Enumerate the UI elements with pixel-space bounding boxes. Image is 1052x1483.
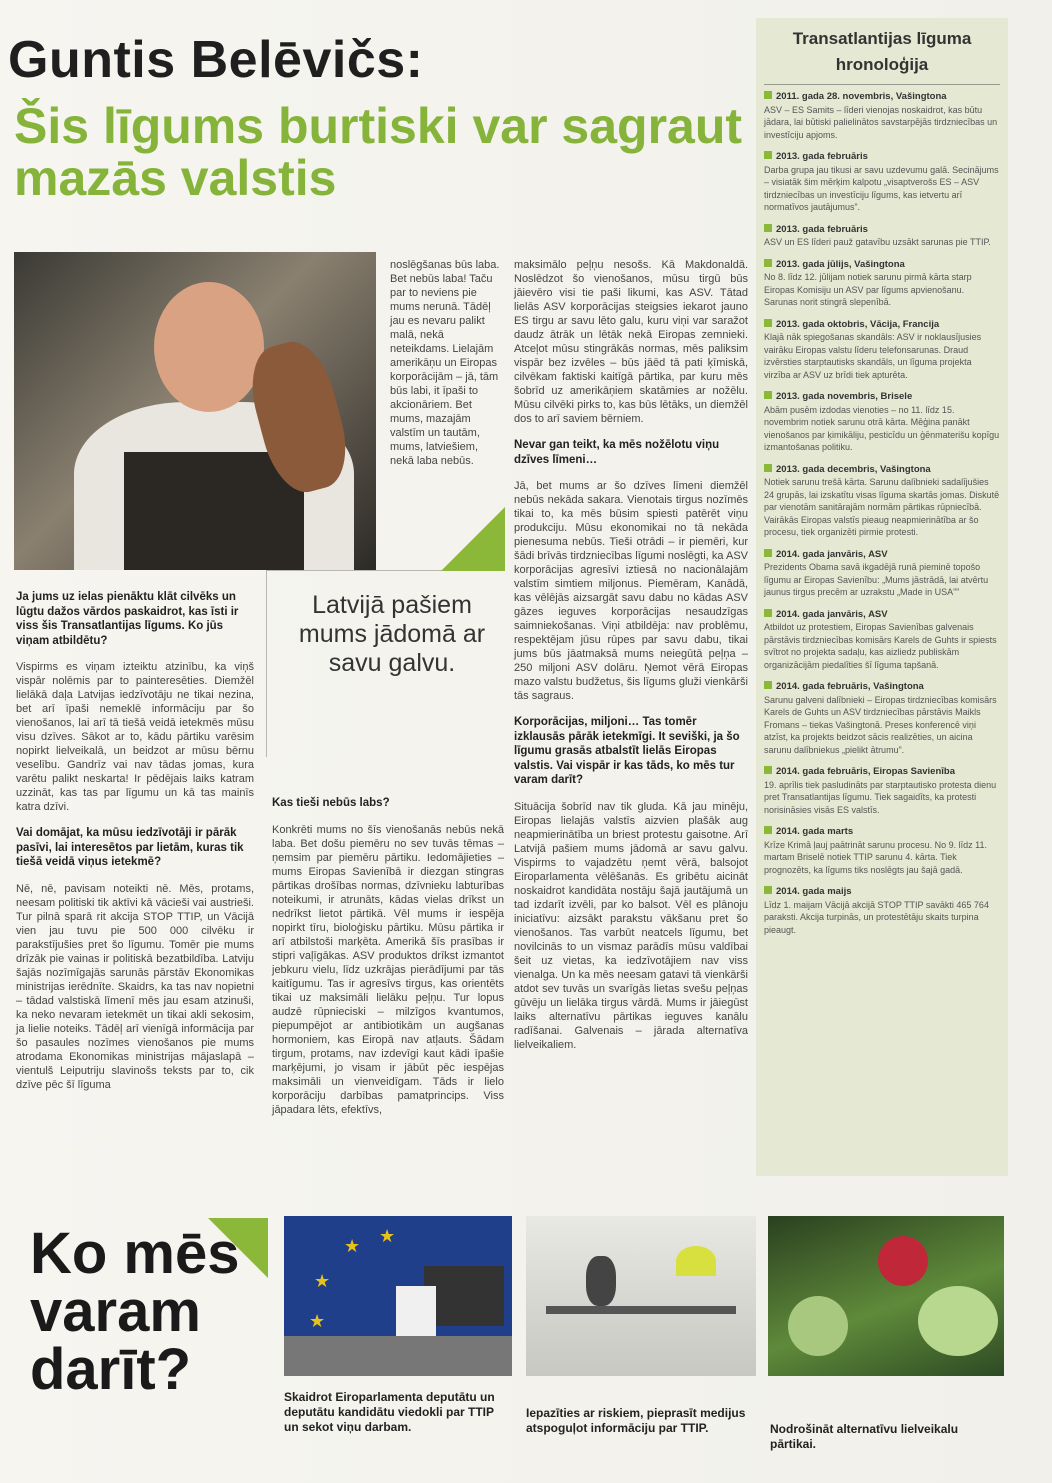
timeline-text: ASV – ES Samits – līderi vienojas noskaidrot, kas būtu jādara, lai būtiski palielinātos savstarpējās tirdzniecības un investīciju apjoms. bbox=[764, 104, 998, 140]
timeline-date bbox=[764, 609, 1000, 622]
timeline-title: Transatlantijas līguma hronoloģija bbox=[792, 29, 972, 74]
timeline-date-text: 2014. gada februāris, Eiropas Savienība bbox=[776, 766, 955, 777]
timeline-entry bbox=[756, 319, 1008, 382]
timeline-entry bbox=[756, 609, 1008, 672]
pull-quote: Latvijā pašiem mums jādomā ar savu galvu. bbox=[298, 591, 486, 677]
column-3-top-text: maksimālo peļņu nesošs. Kā Makdonaldā. Noslēdzot šo vienošanos, mūsu tirgū būs jāievēro visi tie paši likumi, kas ASV. Tātad lielās ASV korporācijas steigsies iekarot jauno ES tirgu ar savu lēto galu, kuru viņi var saražot daudz ātrāk un lētāk nekā Eiropas zemnieki. Atceļot mūsu stingrākās normas, mēs paliksim vispār bez izvēles – būs jāēd tā pati ķīmiskā, cilvēkam faktiski kaitīgā pārtika, par kuru mēs šobrīd uz amerikāņiem skatāmies ar nožēlu. Mūsu cilvēki pirks to, kas būs lētāks, un diemžēl dos to arī saviem bērniem. bbox=[514, 259, 748, 425]
timeline-entry bbox=[756, 91, 1008, 141]
timeline-entry bbox=[756, 224, 1008, 249]
question-3: Kas tieši nebūs labs? bbox=[272, 797, 390, 809]
timeline-entries bbox=[756, 91, 1008, 936]
timeline-text: ASV un ES līderi pauž gatavību uzsākt sarunas pie TTIP. bbox=[764, 237, 991, 247]
question-4: Nevar gan teikt, ka mēs nožēlotu viņu dzīves līmeni… bbox=[514, 439, 720, 466]
timeline-date-text: 2013. gada novembris, Brisele bbox=[776, 391, 913, 402]
column-2 bbox=[272, 796, 504, 1129]
timeline-entry bbox=[756, 549, 1008, 599]
green-square-icon bbox=[764, 886, 772, 894]
answer-2: Nē, nē, pavisam noteikti nē. Mēs, protams, neesam politiski tik aktīvi kā vācieši vai austrieši. Tur pilnā sparā rit akcija STOP TTIP, un Vācijā vien jau tuvu pie 500 000 cilvēku ir parakstījušies pret šo līgumu. Tomēr pie mums drīzāk pie vainas ir politiskā bezatbildība. Latviju šajās nozīmīgajās sarunās pārstāv Ekonomikas ministrijas ierēdnīte. Skaidrs, ka tas nav nopietni – tādad valstiskā līmenī mēs jau esam atzinuši, ka neko nevaram ietekmēt un tikai akli sekosim, ja lielie noteiks. Tādēļ arī vienīgā informācija par šo pasaules nozīmes vienošanos pie mums atrodama Ekonomikas ministrijas mājaslapā – vientulš Leiputriju slavinošs teksts par to, cik dzīve pēc šī līguma bbox=[16, 882, 254, 1091]
timeline-date-text: 2013. gada februāris bbox=[776, 151, 868, 162]
caption-1: Skaidrot Eiroparlamenta deputātu un deputātu kandidātu viedokli par TTIP un sekot viņu darbam. bbox=[284, 1390, 495, 1434]
timeline-date-text: 2014. gada februāris, Vašingtona bbox=[776, 681, 924, 692]
office-photo bbox=[526, 1216, 756, 1376]
suit-arm bbox=[424, 1266, 504, 1326]
lettuce bbox=[918, 1286, 998, 1356]
interviewee-name: Guntis Belēvičs: bbox=[8, 31, 424, 89]
timeline-text: Notiek sarunu trešā kārta. Sarunu dalībnieki sadalījušies 24 grupās, lai izskatītu visas līguma skartās jomas. Diskutē par vienotām sanitārajām normām pārtikas rūpniecībā. Vairākās Eiropas valstīs pieaug neapmierinātība ar šo procesu, tiek organizēti pirmie protesti. bbox=[764, 477, 1000, 537]
eu-star-icon: ★ bbox=[314, 1271, 331, 1291]
timeline-entry bbox=[756, 826, 1008, 876]
green-square-icon bbox=[764, 766, 772, 774]
timeline-date bbox=[764, 224, 1000, 237]
timeline-date bbox=[764, 681, 1000, 694]
timeline-entry bbox=[756, 766, 1008, 816]
timeline-entry bbox=[756, 681, 1008, 756]
column-2-top-text: noslēgšanas būs laba. Bet nebūs laba! Taču par to neviens pie mums nerunā. Tādēļ jau es nevaru palikt malā, nekā neteikdams. Lielajām amerikāņu un Eiropas korporācijām – jā, tām būs labi, it īpaši to akcionāriem. Bet mums, mazajām valstīm un tautām, mums, latviešiem, nekā laba nebūs. bbox=[390, 259, 500, 467]
timeline-text: No 8. līdz 12. jūlijam notiek sarunu pirmā kārta starp Eiropas Komisiju un ASV par līgums apvienošanu. Sarunas norit stingrā slepenībā. bbox=[764, 272, 972, 307]
timeline-date-text: 2014. gada janvāris, ASV bbox=[776, 608, 888, 620]
green-square-icon bbox=[764, 259, 772, 267]
timeline-text: Krīze Krimā ļauj paātrināt sarunu procesu. No 9. līdz 11. martam Briselē notiek TTIP sarunu 4. kārta. Tiek prognozēts, ka līgums tiks noslēgts jau šajā gadā. bbox=[764, 839, 987, 875]
timeline-date-text: 2014. gada janvāris, ASV bbox=[776, 548, 888, 560]
timeline-text: Abām pusēm izdodas vienoties – no 11. līdz 15. novembrim notiek sarunu otrā kārta. Mēģina panākt vienošanos par ķimikāliju, pesticīdu un ģēnmaterišu kopīgu izmantošanas politiku. bbox=[764, 404, 1000, 452]
green-square-icon bbox=[764, 681, 772, 689]
timeline-date bbox=[764, 151, 1000, 164]
bottom-title: Ko mēs varam darīt? bbox=[30, 1221, 240, 1402]
timeline-entry bbox=[756, 151, 1008, 214]
timeline-text: Līdz 1. maijam Vācijā akcijā STOP TTIP savākti 465 764 paraksti. Akcija turpinās, un protestētāju skaits turpina pieaugt. bbox=[764, 899, 989, 935]
green-square-icon bbox=[764, 91, 772, 99]
green-square-icon bbox=[764, 391, 772, 399]
green-triangle bbox=[441, 507, 505, 571]
column-2-top bbox=[390, 258, 502, 480]
person bbox=[586, 1256, 616, 1306]
timeline-date bbox=[764, 464, 1000, 477]
green-square-icon bbox=[764, 549, 772, 557]
timeline-date bbox=[764, 766, 1000, 779]
timeline-date-text: 2013. gada oktobris, Vācija, Francija bbox=[776, 318, 940, 330]
timeline-entry bbox=[756, 886, 1008, 936]
green-square-icon bbox=[764, 224, 772, 232]
timeline-text: Darba grupa jau tikusi ar savu uzdevumu galā. Secinājums – visiatāk šim mērķim kalpotu „visaptverošs ES – ASV tirdzniecības un investīciju līgums, kas ietvertu arī normatīvos jautājumus”. bbox=[764, 164, 999, 212]
vegetables-photo bbox=[768, 1216, 1004, 1376]
timeline-date bbox=[764, 886, 1000, 899]
answer-5: Situācija šobrīd nav tik gluda. Kā jau minēju, Eiropas lielajās valstīs aizvien plašāk aug neapmierinātība un briest protestu gaisotne. Arī Latvijā pašiem mums jādomā ar savu galvu. Vispirms to vajadzētu ņemt vērā, balsojot Eiroparlamenta vēlēšanās. Es gribētu aicināt noskaidrot kandidāta nostāju šajā jautājumā un tad izdarīt izvēli, par ko balsot. Vēl es plānoju iniciatīvu: aizsākt parakstu vākšanu pret šo vienošanos. Tas varbūt neatcels līgumu, bet novilcinās to un vismaz parādīs mūsu valdībai šeit uz vietas, ka iedzīvotājiem nav viss vienalga. Un ka mēs neesam gatavi tā vienkārši atdot sev tuvās un svarīgās lietas svešu peļņas gūvēju un lielāka tirgus vārdā. Mums ir jāiegūst laiks alternatīvu pārtikas ieguves kanālu radīšanai. Galvenais – jārada alternatīva lielveikaliem. bbox=[514, 800, 748, 1051]
pull-quote-box bbox=[266, 570, 505, 757]
chef-photo bbox=[14, 252, 376, 570]
desk bbox=[546, 1306, 736, 1314]
timeline-date-text: 2014. gada maijs bbox=[776, 886, 852, 897]
timeline-entry bbox=[756, 391, 1008, 454]
question-1: Ja jums uz ielas pienāktu klāt cilvēks un lūgtu dažos vārdos paskaidrot, kas īsti ir viss šis Transatlantijas līgums. Ko jūs viņam atbildētu? bbox=[16, 591, 239, 647]
timeline-date bbox=[764, 391, 1000, 404]
green-square-icon bbox=[764, 464, 772, 472]
timeline-date-text: 2013. gada februāris bbox=[776, 223, 868, 235]
answer-1: Vispirms es viņam izteiktu atzinību, ka viņš vispār nolēmis par to painteresēties. Diemžēl lielākā daļa Latvijas iedzīvotāju ne tikai nezina, bet arī īpaši nemeklē informāciju par šo vienošanos, lai arī tā tiešā veidā ietekmēs mūsu visu dzīves. Sākot ar to, kādu pārtiku varēsim nopirkt lielveikalā, un beidzot ar mūsu bērnu veselību. Gandrīz vai nav tādas jomas, kura varētu palikt neskarta! Ir pēdējais laiks katram uzzināt, kas tas par līgumu un kā tas mainīs katra dzīvi. bbox=[16, 661, 254, 813]
timeline-date bbox=[764, 549, 1000, 562]
column-1 bbox=[16, 590, 254, 1104]
timeline-entry bbox=[756, 464, 1008, 539]
green-square-icon bbox=[764, 609, 772, 617]
eu-star-icon: ★ bbox=[379, 1226, 396, 1246]
timeline-text: Atbildot uz protestiem, Eiropas Savienības galvenais pārstāvis tirdzniecības komisārs Karels de Guhts ir spiests svītrot no projekta sadaļu, kas aizliedz publiskām organizācijām piedalīties šī līguma tapšanā. bbox=[764, 622, 997, 670]
eu-star-icon: ★ bbox=[309, 1311, 326, 1331]
question-5: Korporācijas, miljoni… Tas tomēr izklausās pārāk ietekmīgi. It seviški, ja šo līgumu grasās atbalstīt lielās Eiropas valstis. Vai vispār ir kas tāds, ko mēs tur varam darīt? bbox=[514, 716, 740, 786]
timeline-text: Klajā nāk spiegošanas skandāls: ASV ir noklausījusies vairāku Eiropas valstu līderu telefonsarunas. Draud izvērsties starptautisks skandāls, un līguma projekta virzība ar ASV uz brīdi tiek apturēta. bbox=[764, 332, 982, 380]
green-square-icon bbox=[764, 319, 772, 327]
green-square-icon bbox=[764, 826, 772, 834]
timeline-text: Sarunu galveni dalībnieki – Eiropas tirdzniecības komisārs Karels de Guhts un ASV tirdzniecības pārstāvis Maikls Fromans – tiekas Vašingtonā. Preses konferencē viņi atzīst, ka projekts beidzot sācis realizēties, un aicina sarunu dalībniekus „pielikt ātrumu”. bbox=[764, 694, 997, 755]
lettuce bbox=[788, 1296, 848, 1356]
radishes bbox=[878, 1236, 928, 1286]
answer-3: Konkrēti mums no šīs vienošanās nebūs nekā laba. Bet došu piemēru no sev tuvās tēmas – ņemsim par piemēru pārtiku. Iedomājieties – mums Eiropas Savienībā ir diezgan stingras pārtikas drošības normas, dzīvnieku labturības noteikumi, ir atrunāts, kādas vielas drīkst un nedrīkst lietot pārtikā. Vēl mums ir iespēja nopirkt tīru, bioloģisku pārtiku. Mūsu pārtika ir arī atbilstoši marķēta. Amerikā šīs prasības ir stipri vaļīgākas. ASV produktos drīkst izmantot jebkuru vielu, līdz uzkrājas pierādījumi par tās kaitīgumu. Tas ir agresīvs tirgus, kas orientēts tikai uz maksimāli lielāku peļņu. Tur lopus audzē rūpnieciski – milzīgos kvantumos, piepumpējot ar antibiotikām un augšanas hormoniem, kas Eiropā nav atļauts. Šādam tirgum, protams, nav izdevīgi kaut kādi īpašie marķējumi, jo visam ir jābūt pēc iespējas maksimāli un vienveidīgam. Tāds ir lielo korporāciju darbības pamatprincips. Viss jāpadara lēts, efektīvs, bbox=[272, 823, 504, 1116]
timeline-sidebar bbox=[756, 18, 1008, 1176]
lamp bbox=[676, 1246, 716, 1276]
question-2: Vai domājat, ka mūsu iedzīvotāji ir pārāk pasīvi, lai interesētos par lietām, kuras tik tiešā veidā viņus ietekmē? bbox=[16, 827, 244, 868]
timeline-date-text: 2011. gada 28. novembris, Vašingtona bbox=[776, 91, 947, 102]
green-square-icon bbox=[764, 151, 772, 159]
timeline-date bbox=[764, 319, 1000, 332]
timeline-date bbox=[764, 91, 1000, 104]
timeline-entry bbox=[756, 259, 1008, 309]
photo-face bbox=[154, 282, 264, 412]
timeline-text: Prezidents Obama savā ikgadējā runā pieminē topošo līgumu ar Eiropas Savienību: „Mums jāstrādā, lai atvērtu jaunus tirgus precēm ar uzrakstu „Made in USA”” bbox=[764, 562, 989, 597]
headline: Šis līgums burtiski var sagraut mazās valstis bbox=[14, 98, 743, 206]
timeline-text: 19. aprīlis tiek pasludināts par starptautisko protesta dienu pret Transatlantijas līgumu. Tiek sagaidīts, ka protesti norisināsies visās ES valstīs. bbox=[764, 779, 997, 815]
answer-4: Jā, bet mums ar šo dzīves līmeni diemžēl nebūs nekāda sakara. Vienotais tirgus nozīmēs tikai to, ka mēs būsim spiesti patērēt viņu produkciju. Mūsu ekonomikai no tā nekāda pienesuma nebūs. Tieši otrādi – ir piemēri, kur šādi brīvās tirdzniecības līgumi noslēgti, ka ASV korporācijas agresīvi iztiesā no nacionālajām valstīm simtiem miljonus. Piemēram, Kanādā, kas vēlējās aizsargāt savu dabu no kādas ASV gāzes ieguves korporācijas nesaudzīgas saimniekošanas. Viņi atbildēja: nav problēmu, respektējam jūsu rūpes par savu dabu, tikai jums būs jāatmaksā mums neiegūtā peļņa – 250 miljoni ASV dolāru. Ņemot vērā Eiropas mazo valstu budžetus, šis līgums gluži vienkārši tās sagraus. bbox=[514, 480, 748, 702]
timeline-date bbox=[764, 826, 1000, 839]
timeline-date-text: 2014. gada marts bbox=[776, 826, 854, 837]
eu-star-icon: ★ bbox=[344, 1236, 361, 1256]
column-3 bbox=[514, 258, 748, 1064]
eu-ballot-photo bbox=[284, 1216, 512, 1376]
ballot-box bbox=[284, 1336, 512, 1376]
ballot-paper bbox=[396, 1286, 436, 1336]
timeline-divider bbox=[764, 84, 1000, 85]
timeline-date-text: 2013. gada decembris, Vašingtona bbox=[776, 463, 931, 475]
timeline-date bbox=[764, 259, 1000, 272]
caption-2: Iepazīties ar riskiem, pieprasīt medijus atspoguļot informāciju par TTIP. bbox=[526, 1406, 746, 1435]
timeline-date-text: 2013. gada jūlijs, Vašingtona bbox=[776, 258, 905, 270]
caption-3: Nodrošināt alternatīvu lielveikalu pārtikai. bbox=[770, 1422, 959, 1451]
